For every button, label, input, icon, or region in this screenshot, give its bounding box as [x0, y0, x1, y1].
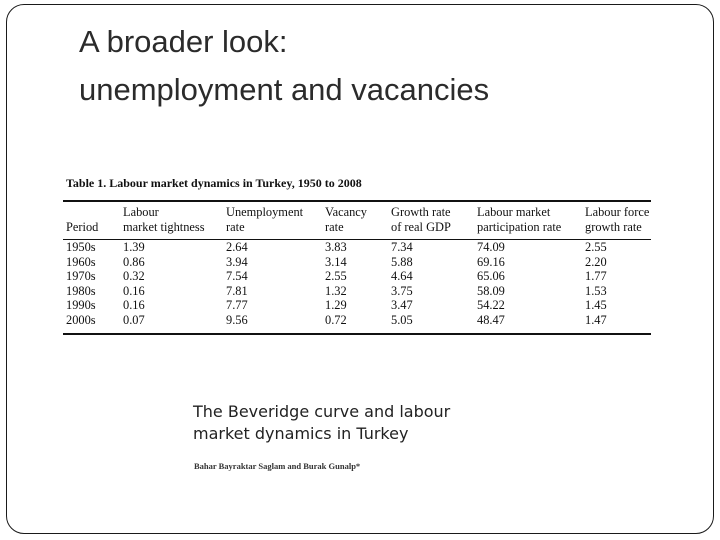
table-cell: 65.06: [477, 269, 505, 284]
table-cell: 2.20: [585, 254, 607, 269]
table-cell: 1.32: [325, 283, 347, 298]
table-row: [63, 298, 651, 313]
table-cell: 0.16: [123, 283, 145, 298]
table-cell: 1.77: [585, 269, 607, 284]
paper-authors: Bahar Bayraktar Saglam and Burak Gunalp*: [194, 461, 361, 471]
data-table: [63, 202, 651, 333]
labour-market-table: [63, 176, 651, 335]
table-cell: 3.14: [325, 254, 347, 269]
table-cell: 2000s: [66, 312, 96, 327]
table-caption: Table 1. Labour market dynamics in Turkey, 1950 to 2008: [66, 176, 362, 190]
slide-title: [79, 18, 489, 114]
table-cell: 5.88: [391, 254, 413, 269]
header-vacancy-rate: Vacancy rate: [325, 205, 367, 234]
table-cell: 74.09: [477, 240, 505, 254]
table-cell: 9.56: [226, 312, 248, 327]
table-cell: 7.34: [391, 240, 413, 254]
table-cell: 3.47: [391, 298, 413, 313]
table-cell: 1970s: [66, 269, 96, 284]
table-cell: 4.64: [391, 269, 413, 284]
table-cell: 5.05: [391, 312, 413, 327]
paper-title: [193, 401, 450, 445]
table-row: [63, 255, 651, 270]
slide-title-line-2: unemployment and vacancies: [79, 72, 490, 107]
table-cell: 48.47: [477, 312, 505, 327]
table-cell: 69.16: [477, 254, 505, 269]
header-labour-force-growth: Labour force growth rate: [585, 205, 650, 234]
table-cell: 0.86: [123, 254, 145, 269]
table-row: [63, 240, 651, 255]
table-cell: 54.22: [477, 298, 505, 313]
table-cell: 2.55: [325, 269, 347, 284]
table-cell: 1960s: [66, 254, 96, 269]
table-header-row: [63, 202, 651, 239]
header-market-tightness: Labour market tightness: [123, 205, 205, 234]
table-cell: 1.45: [585, 298, 607, 313]
table-cell: 3.94: [226, 254, 248, 269]
table-row: [63, 269, 651, 284]
table-cell: 7.81: [226, 283, 248, 298]
paper-title-line-1: The Beveridge curve and labour: [193, 402, 451, 421]
header-gdp-growth: Growth rate of real GDP: [391, 205, 451, 234]
table-cell: 1990s: [66, 298, 96, 313]
paper-title-line-2: market dynamics in Turkey: [193, 424, 409, 443]
table-row: [63, 284, 651, 299]
table-cell: 1980s: [66, 283, 96, 298]
header-participation-rate: Labour market participation rate: [477, 205, 562, 234]
table-cell: 2.64: [226, 240, 248, 254]
table-bottom-rule: [63, 333, 651, 335]
table-cell: 1.47: [585, 312, 607, 327]
header-unemployment-rate: Unemployment rate: [226, 205, 304, 234]
table-cell: 0.07: [123, 312, 145, 327]
table-cell: 7.54: [226, 269, 248, 284]
table-cell: 3.75: [391, 283, 413, 298]
table-cell: 58.09: [477, 283, 505, 298]
table-cell: 0.16: [123, 298, 145, 313]
table-row: [63, 313, 651, 333]
table-cell: 1.53: [585, 283, 607, 298]
slide-title-line-1: A broader look:: [79, 24, 288, 59]
table-cell: 0.32: [123, 269, 145, 284]
table-cell: 2.55: [585, 240, 607, 254]
table-cell: 1.29: [325, 298, 347, 313]
table-cell: 1950s: [66, 240, 96, 254]
table-cell: 1.39: [123, 240, 145, 254]
table-cell: 7.77: [226, 298, 248, 313]
header-period: Period: [66, 220, 99, 234]
table-cell: 3.83: [325, 240, 347, 254]
table-cell: 0.72: [325, 312, 347, 327]
